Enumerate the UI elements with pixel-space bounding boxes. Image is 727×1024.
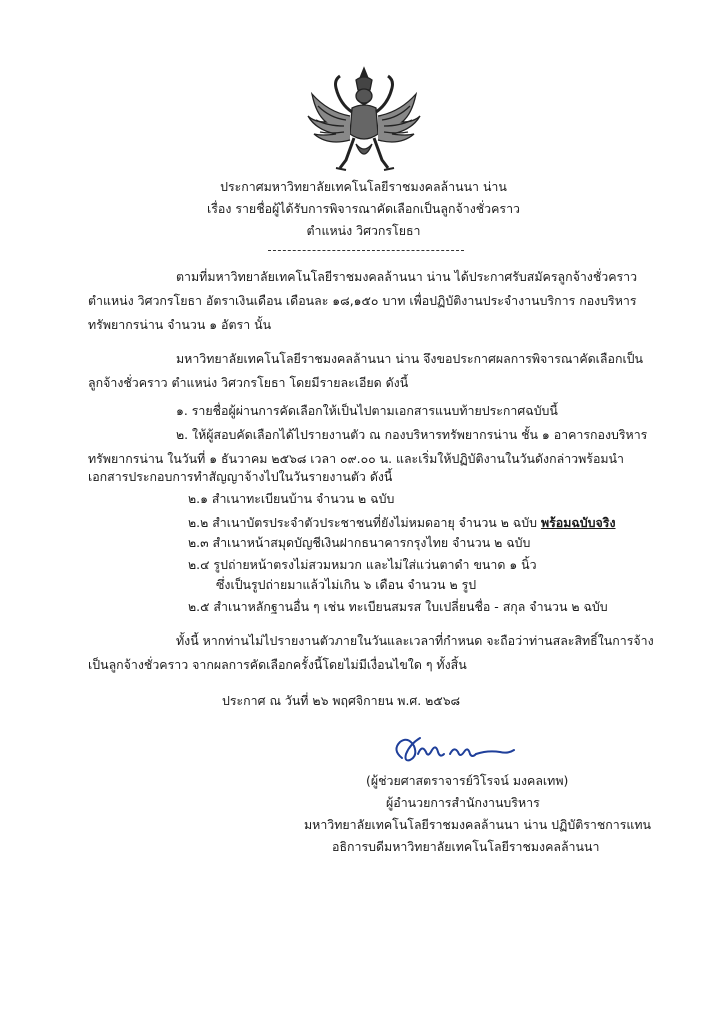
- title-divider: [268, 250, 464, 251]
- announce-date: ประกาศ ณ วันที่ ๒๖ พฤศจิกายน พ.ศ. ๒๕๖๘: [222, 693, 461, 708]
- item-2-line: ทรัพยากรน่าน ในวันที่ ๑ ธันวาคม ๒๕๖๘ เวลา ๐๙.๐๐ น. และเริ่มให้ปฏิบัติงานในวันดังกล่าวพร้อมนำ: [88, 451, 624, 466]
- para2-line: ลูกจ้างชั่วคราว ตำแหน่ง วิศวกรโยธา โดยมีรายละเอียด ดังนี้: [88, 375, 409, 390]
- signatory-role: ผู้อำนวยการสำนักงานบริหาร: [386, 795, 540, 810]
- original-required-emphasis: พร้อมฉบับจริง: [540, 515, 616, 530]
- para1-line: ตามที่มหาวิทยาลัยเทคโนโลยีราชมงคลล้านนา น่าน ได้ประกาศรับสมัครลูกจ้างชั่วคราว: [176, 269, 638, 284]
- handwritten-signature: [388, 728, 518, 772]
- signatory-role: มหาวิทยาลัยเทคโนโลยีราชมงคลล้านนา น่าน ปฏิบัติราชการแทน: [304, 817, 652, 832]
- para1-line: ตำแหน่ง วิศวกรโยธา อัตราเงินเดือน เดือนละ ๑๘,๑๕๐ บาท เพื่อปฏิบัติงานประจำงานบริการ กองบริหาร: [88, 293, 637, 308]
- closing-line: ทั้งนี้ หากท่านไม่ไปรายงานตัวภายในวันและเวลาที่กำหนด จะถือว่าท่านสละสิทธิ์ในการจ้าง: [176, 633, 654, 648]
- document-position: ตำแหน่ง วิศวกรโยธา: [306, 223, 421, 238]
- signatory-name: (ผู้ช่วยศาสตราจารย์วิโรจน์ มงคลเทพ): [366, 773, 569, 788]
- subitem-2-4-cont: ซึ่งเป็นรูปถ่ายมาแล้วไม่เกิน ๖ เดือน จำนวน ๒ รูป: [216, 577, 477, 592]
- signatory-role: อธิการบดีมหาวิทยาลัยเทคโนโลยีราชมงคลล้านนา: [332, 839, 600, 854]
- item-2-line: เอกสารประกอบการทำสัญญาจ้างไปในวันรายงานตัว ดังนี้: [88, 469, 393, 484]
- closing-line: เป็นลูกจ้างชั่วคราว จากผลการคัดเลือกครั้งนี้โดยไม่มีเงื่อนไขใด ๆ ทั้งสิ้น: [88, 657, 467, 672]
- subitem-2-4: ๒.๔ รูปถ่ายหน้าตรงไม่สวมหมวก และไม่ใส่แว่นตาดำ ขนาด ๑ นิ้ว: [188, 557, 537, 572]
- garuda-emblem-icon: [306, 64, 422, 174]
- document-subject: เรื่อง รายชื่อผู้ได้รับการพิจารณาคัดเลือกเป็นลูกจ้างชั่วคราว: [207, 201, 520, 216]
- subitem-2-5: ๒.๕ สำเนาหลักฐานอื่น ๆ เช่น ทะเบียนสมรส ใบเปลี่ยนชื่อ - สกุล จำนวน ๒ ฉบับ: [188, 599, 608, 614]
- subitem-2-2-text: ๒.๒ สำเนาบัตรประจำตัวประชาชนที่ยังไม่หมดอายุ จำนวน ๒ ฉบับ: [188, 515, 537, 530]
- subitem-2-3: ๒.๓ สำเนาหน้าสมุดบัญชีเงินฝากธนาคารกรุงไทย จำนวน ๒ ฉบับ: [188, 535, 531, 550]
- subitem-2-1: ๒.๑ สำเนาทะเบียนบ้าน จำนวน ๒ ฉบับ: [188, 491, 395, 506]
- item-2-line: ๒. ให้ผู้สอบคัดเลือกได้ไปรายงานตัว ณ กองบริหารทรัพยากรน่าน ชั้น ๑ อาคารกองบริหาร: [176, 427, 648, 442]
- para2-line: มหาวิทยาลัยเทคโนโลยีราชมงคลล้านนา น่าน จึงขอประกาศผลการพิจารณาคัดเลือกเป็น: [176, 351, 644, 366]
- item-1: ๑. รายชื่อผู้ผ่านการคัดเลือกให้เป็นไปตามเอกสารแนบท้ายประกาศฉบับนี้: [176, 403, 558, 418]
- subitem-2-2: [188, 514, 616, 532]
- para1-line: ทรัพยากรน่าน จำนวน ๑ อัตรา นั้น: [88, 317, 272, 332]
- document-title: ประกาศมหาวิทยาลัยเทคโนโลยีราชมงคลล้านนา น่าน: [220, 179, 507, 194]
